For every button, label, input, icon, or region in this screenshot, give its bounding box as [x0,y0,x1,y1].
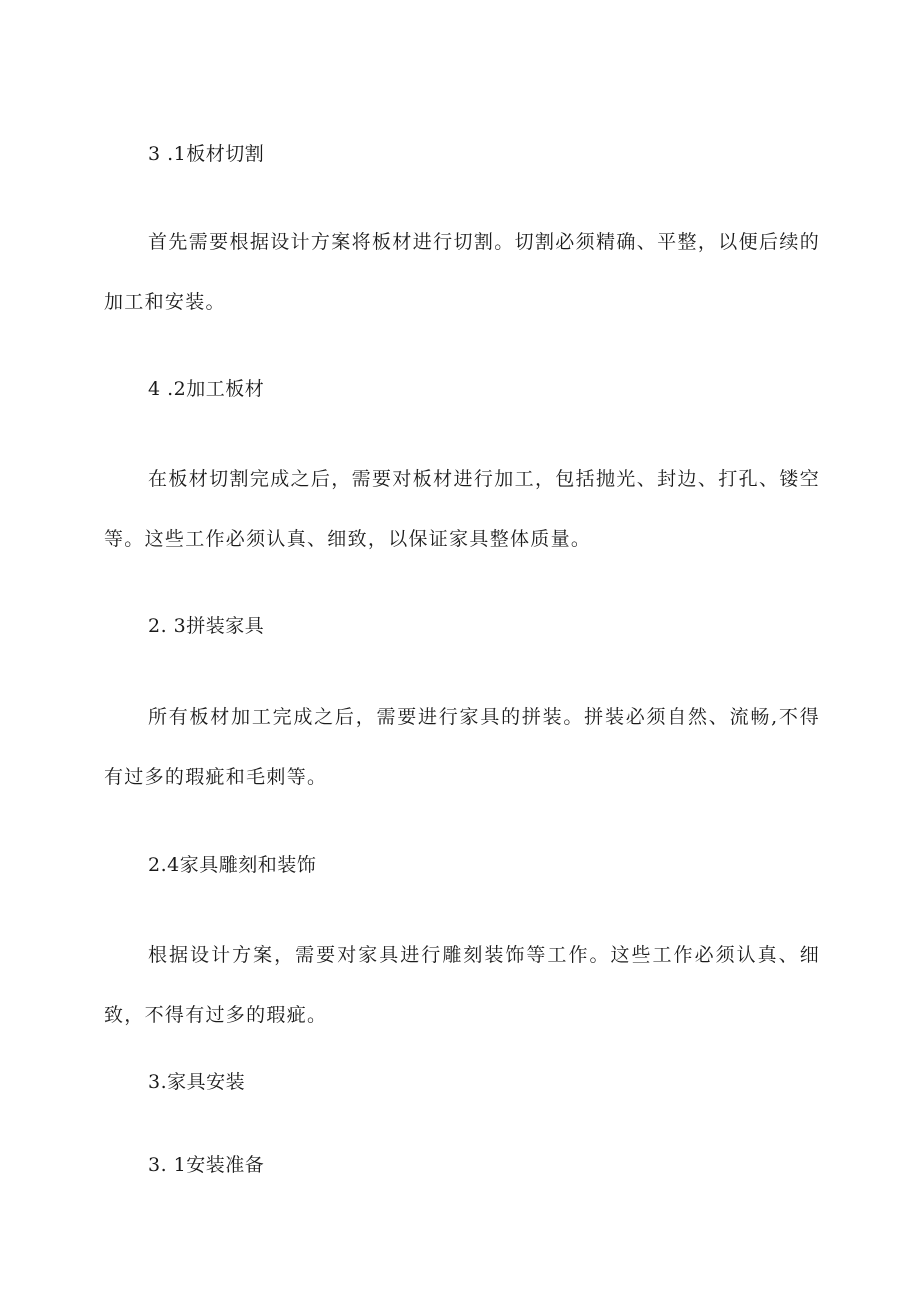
section-heading-3-1: 3 .1板材切割 [148,143,265,165]
section-heading-3: 3.家具安装 [148,1071,246,1093]
section-paragraph-3-1: 首先需要根据设计方案将板材进行切割。切割必须精确、平整，以便后续的加工和安装。 [104,231,820,313]
section-heading-2-4: 2.4家具雕刻和装饰 [148,854,317,876]
section-heading-4-2: 4 .2加工板材 [148,378,265,400]
section-heading-2-3: 2. 3拼装家具 [148,615,265,637]
section-heading-3-1-install: 3. 1安装准备 [148,1154,265,1176]
section-paragraph-4-2: 在板材切割完成之后，需要对板材进行加工，包括抛光、封边、打孔、镂空等。这些工作必须认真、细致，以保证家具整体质量。 [104,468,820,550]
section-paragraph-2-3: 所有板材加工完成之后，需要进行家具的拼装。拼装必须自然、流畅,不得有过多的瑕疵和毛刺等。 [104,706,820,788]
section-paragraph-2-4: 根据设计方案，需要对家具进行雕刻装饰等工作。这些工作必须认真、细致，不得有过多的瑕疵。 [104,944,820,1026]
